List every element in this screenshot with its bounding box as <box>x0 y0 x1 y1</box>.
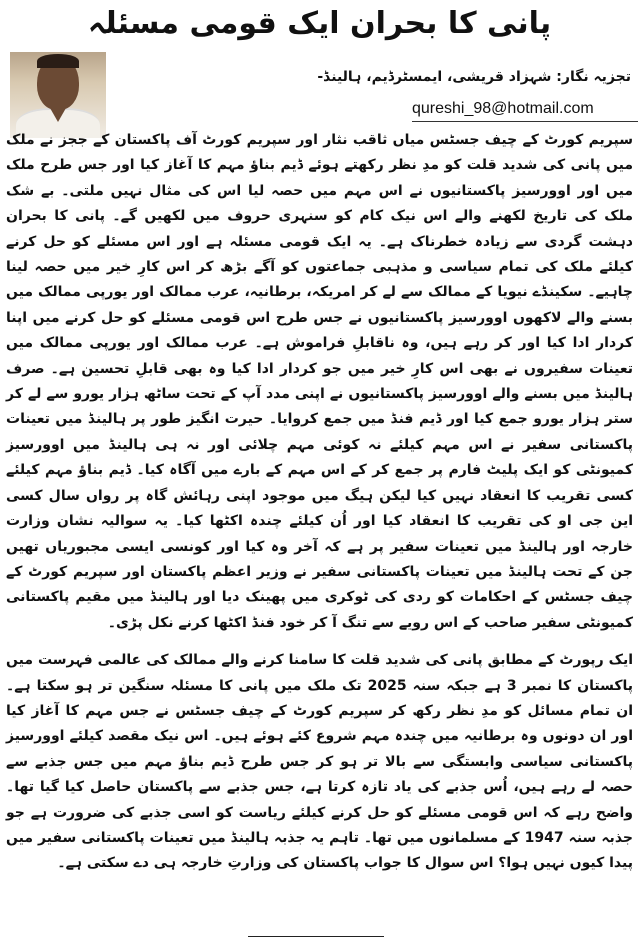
article-title: پانی کا بحران ایک قومی مسئلہ <box>87 6 552 41</box>
author-photo <box>10 52 106 138</box>
article-paragraph: ایک رپورٹ کے مطابق پانی کی شدید قلت کا سامنا کرنے والے ممالک کی عالمی فہرست میں پاکستان کا نمبر 3 ہے جبکہ سنہ 2025 تک ملک میں پانی کا مسئلہ سنگین تر ہو سکتا ہے۔ ان تمام مسائل کو مدِ نظر رکھ کر سپریم کورٹ کے چیف جسٹس نے جس مہم کا آغاز کیا اور ان دونوں وہ برطانیہ میں چندہ مہم شروع کئے ہوئے ہیں۔ اس نیک مقصد کیلئے اوورسیز پاکستانی سیاسی وابستگی سے بالا تر ہو کر جس طرح ڈیم بناؤ مہم میں جس جذبے سے حصہ لے رہے ہیں، اُس جذبے کی یاد تازہ کرتا ہے، جس جذبے سے پاکستان حاصل کیا گیا تھا۔ واضح رہے کہ اس قومی مسئلے کو حل کرنے کیلئے ریاست کو اسی جذبے کی ضرورت ہے جو جذبہ سنہ 1947 کے مسلمانوں میں تھا۔ تاہم یہ جذبہ ہالینڈ میں تعینات پاکستانی سفیر میں پیدا کیوں نہیں ہوا؟ اس سوال کا جواب پاکستان کی وزارتِ خارجہ ہی دے سکتی ہے۔ <box>6 652 633 872</box>
author-email: qureshi_98@hotmail.com <box>412 97 638 122</box>
author-hair <box>37 54 79 68</box>
author-byline: تجزیہ نگار: شہزاد قریشی، ایمسٹرڈیم، ہالینڈ- <box>317 69 631 85</box>
article-body <box>6 128 633 889</box>
article-paragraph: سپریم کورٹ کے چیف جسٹس میاں ثاقب نثار اور سپریم کورٹ آف پاکستان کے ججز نے ملک میں پانی کی شدید قلت کو مدِ نظر رکھتے ہوئے ڈیم بناؤ مہم کا آغاز کیا اور جس طرح ملک میں اور اوورسیز پاکستانیوں نے اس مہم میں حصہ لیا اس کی مثال نہیں ملتی۔ بے شک ملک کی تاریخ لکھنے والے اس نیک کام کو سنہری حروف میں لکھیں گے۔ پانی کا بحران دہشت گردی سے زیادہ خطرناک ہے۔ یہ ایک قومی مسئلہ ہے اور اس مسئلے کو حل کرنے کیلئے ملک کی تمام سیاسی و مذہبی جماعتوں کو آگے بڑھ کر اس کارِ خیر میں حصہ لینا چاہیے۔ سکینڈے نیویا کے ممالک سے لے کر امریکہ، برطانیہ، عرب ممالک اور یورپی ممالک میں بسنے والے لاکھوں اوورسیز پاکستانیوں نے جس طرح اس قومی مسئلے کو حل کرنے میں اپنا کردار ادا کیا اور کر رہے ہیں، وہ ناقابلِ فراموش ہے۔ عرب ممالک اور یورپی ممالک میں تعینات سفیروں نے بھی اس کارِ خیر میں جو کردار ادا کیا وہ بھی قابلِ تحسین ہے۔ صرف ہالینڈ میں بسنے والے اوورسیز پاکستانیوں نے اپنی مدد آپ کے تحت ساٹھ ہزار یورو سے لے کر ستر ہزار یورو جمع کیا اور ڈیم فنڈ میں جمع کروایا۔ حیرت انگیز طور پر ہالینڈ میں تعینات پاکستانی سفیر نے اس مہم کیلئے نہ کوئی مہم چلائی اور نہ ہی ہالینڈ میں اوورسیز کمیونٹی کو ایک پلیٹ فارم پر جمع کر کے اس مہم کے بارے میں آگاہ کیا۔ ڈیم بناؤ مہم کیلئے کسی تقریب کا انعقاد نہیں کیا لیکن ہیگ میں موجود اپنی رہائش گاہ پر رواں سال کسی این جی او کی تقریب کا انعقاد کیا اور اُن کیلئے چندہ اکٹھا کیا۔ یہ سوالیہ نشان وزارت خارجہ اور ہالینڈ میں تعینات سفیر پر ہے کہ آخر وہ کیا اور کونسی ایسی مجبوریاں تھیں جن کے تحت ہالینڈ میں تعینات پاکستانی سفیر نے وزیر اعظم پاکستان اور سپریم کورٹ کے چیف جسٹس کے احکامات کو ردی کی ٹوکری میں پھینک دیا اور ہالینڈ میں مقیم پاکستانی کمیونٹی سفیر صاحب کے اس رویے سے تنگ آ کر خود فنڈ اکٹھا کرنے نکل پڑی۔ <box>6 132 633 631</box>
end-divider <box>248 936 384 937</box>
